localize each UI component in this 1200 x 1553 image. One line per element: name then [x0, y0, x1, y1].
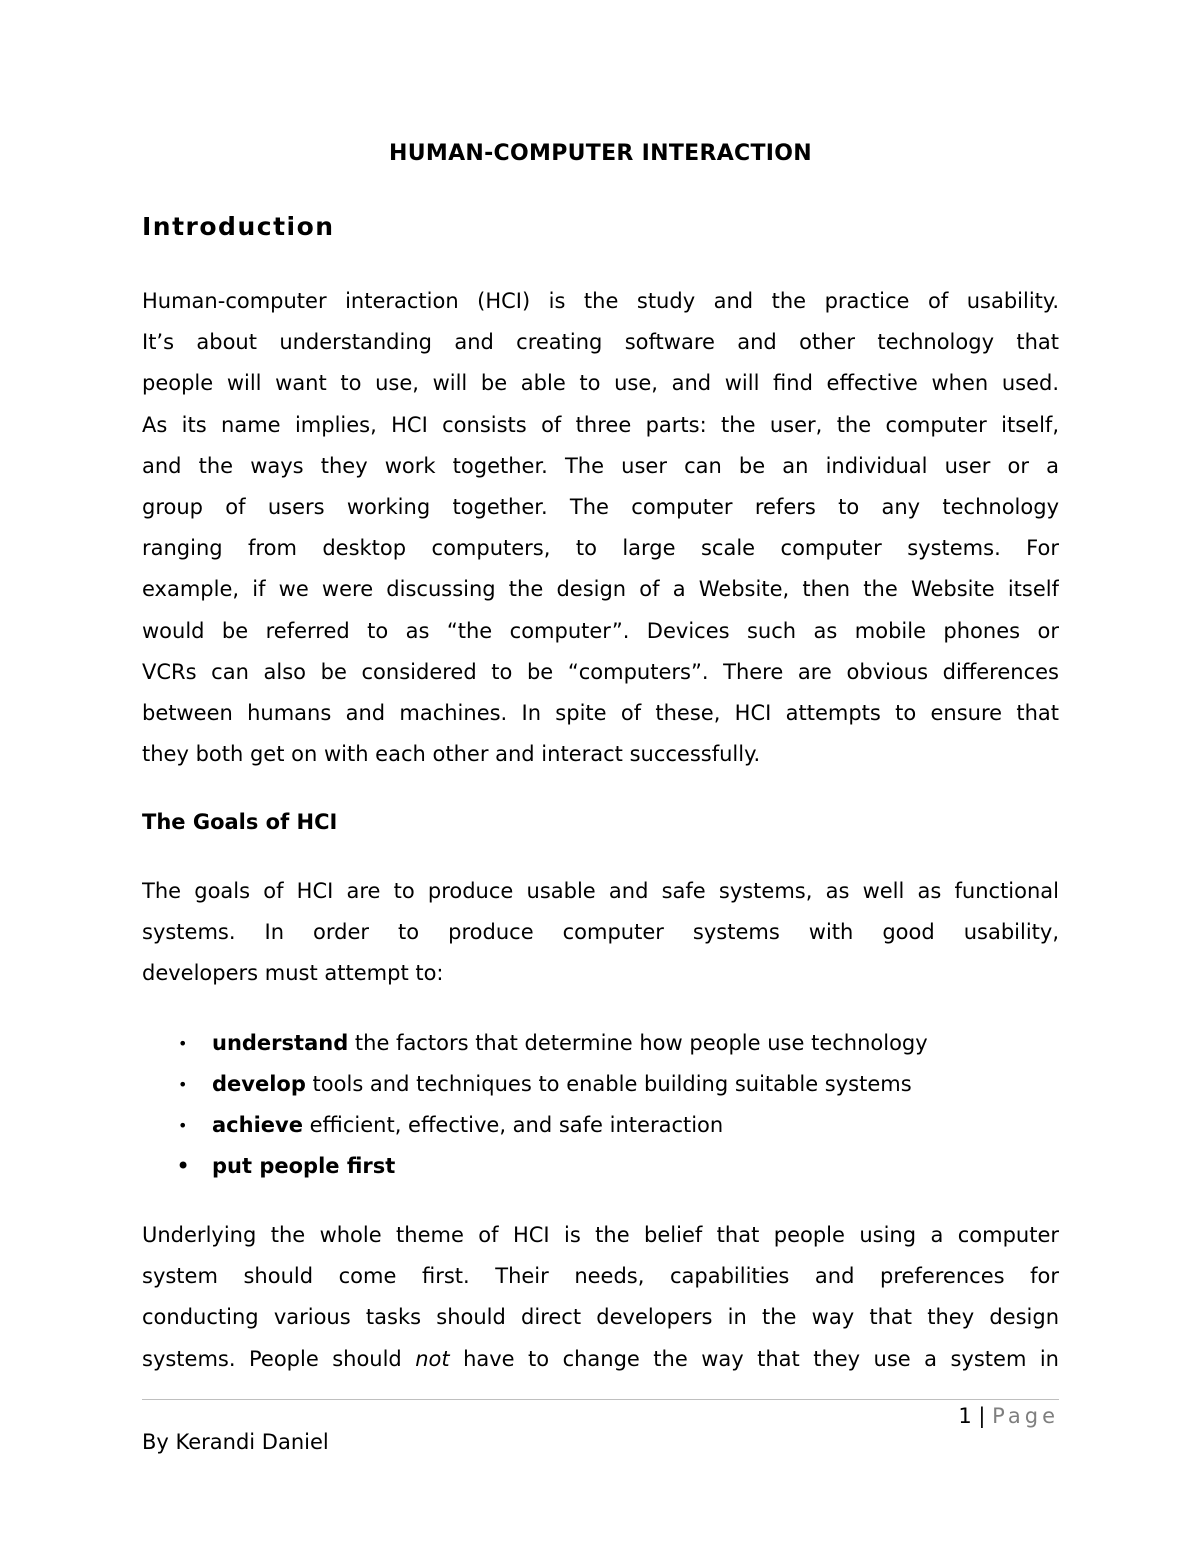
bullet-icon: •: [176, 1152, 191, 1180]
paragraph-line: group of users working together. The computer refers to any technology: [142, 494, 1059, 519]
bullet-keyword: put people first: [212, 1154, 396, 1178]
bullet-icon: •: [178, 1034, 188, 1053]
page-label: Page: [992, 1404, 1059, 1428]
paragraph-line: they both get on with each other and interact successfully.: [142, 742, 761, 767]
paragraph-line: example, if we were discussing the design of a Website, then the Website itself: [142, 577, 1059, 602]
paragraph-line: systems. In order to produce computer systems with good usability,: [142, 920, 1059, 945]
goals-heading: The Goals of HCI: [142, 810, 338, 834]
paragraph-line: As its name implies, HCI consists of three parts: the user, the computer itself,: [142, 412, 1059, 437]
paragraph-line: would be referred to as “the computer”. Devices such as mobile phones or: [142, 618, 1059, 643]
document-title: HUMAN-COMPUTER INTERACTION: [389, 141, 812, 166]
goals-bullet-list: [142, 1023, 1059, 1187]
bullet-icon: •: [178, 1075, 188, 1094]
paragraph-line: [142, 1339, 1059, 1380]
bullet-text: the factors that determine how people use technology: [348, 1031, 928, 1055]
list-item: [142, 1064, 1059, 1105]
paragraph-line: developers must attempt to:: [142, 961, 444, 986]
list-item: [142, 1023, 1059, 1064]
underlying-paragraph: [142, 1215, 1059, 1380]
paragraph-line: The goals of HCI are to produce usable and safe systems, as well as functional: [142, 879, 1059, 903]
introduction-heading: Introduction: [142, 212, 335, 241]
paragraph-line: ranging from desktop computers, to large scale computer systems. For: [142, 536, 1059, 561]
bullet-keyword: develop: [212, 1072, 306, 1096]
bullet-keyword: achieve: [212, 1113, 303, 1137]
bullet-text: tools and techniques to enable building suitable systems: [305, 1072, 912, 1096]
page-number-value: 1: [958, 1404, 972, 1428]
paragraph-line: between humans and machines. In spite of these, HCI attempts to ensure that: [142, 700, 1059, 725]
footer-author: By Kerandi Daniel: [142, 1430, 329, 1454]
line-text: have to change the way that they use a system in: [449, 1346, 1059, 1371]
list-item: [142, 1105, 1059, 1146]
bullet-text: efficient, effective, and safe interaction: [302, 1113, 724, 1137]
bullet-keyword: understand: [212, 1031, 349, 1055]
emphasis-text: not: [415, 1346, 450, 1371]
paragraph-line: Human-computer interaction (HCI) is the study and the practice of usability.: [142, 289, 1059, 313]
introduction-paragraph: [142, 281, 1059, 775]
bullet-icon: •: [178, 1116, 188, 1135]
list-item: [142, 1146, 1059, 1187]
footer-divider: [142, 1399, 1059, 1400]
paragraph-line: and the ways they work together. The user can be an individual user or a: [142, 453, 1059, 478]
paragraph-line: people will want to use, will be able to use, and will find effective when used.: [142, 371, 1059, 396]
paragraph-line: system should come first. Their needs, capabilities and preferences for: [142, 1264, 1059, 1289]
page-number-separator: |: [971, 1404, 993, 1428]
page-number: [958, 1404, 1059, 1428]
paragraph-line: It’s about understanding and creating software and other technology that: [142, 330, 1059, 355]
goals-paragraph: [142, 871, 1059, 995]
paragraph-line: conducting various tasks should direct developers in the way that they design: [142, 1305, 1059, 1330]
line-text: systems. People should: [142, 1346, 416, 1371]
paragraph-line: Underlying the whole theme of HCI is the belief that people using a computer: [142, 1223, 1059, 1247]
paragraph-line: VCRs can also be considered to be “computers”. There are obvious differences: [142, 659, 1059, 684]
